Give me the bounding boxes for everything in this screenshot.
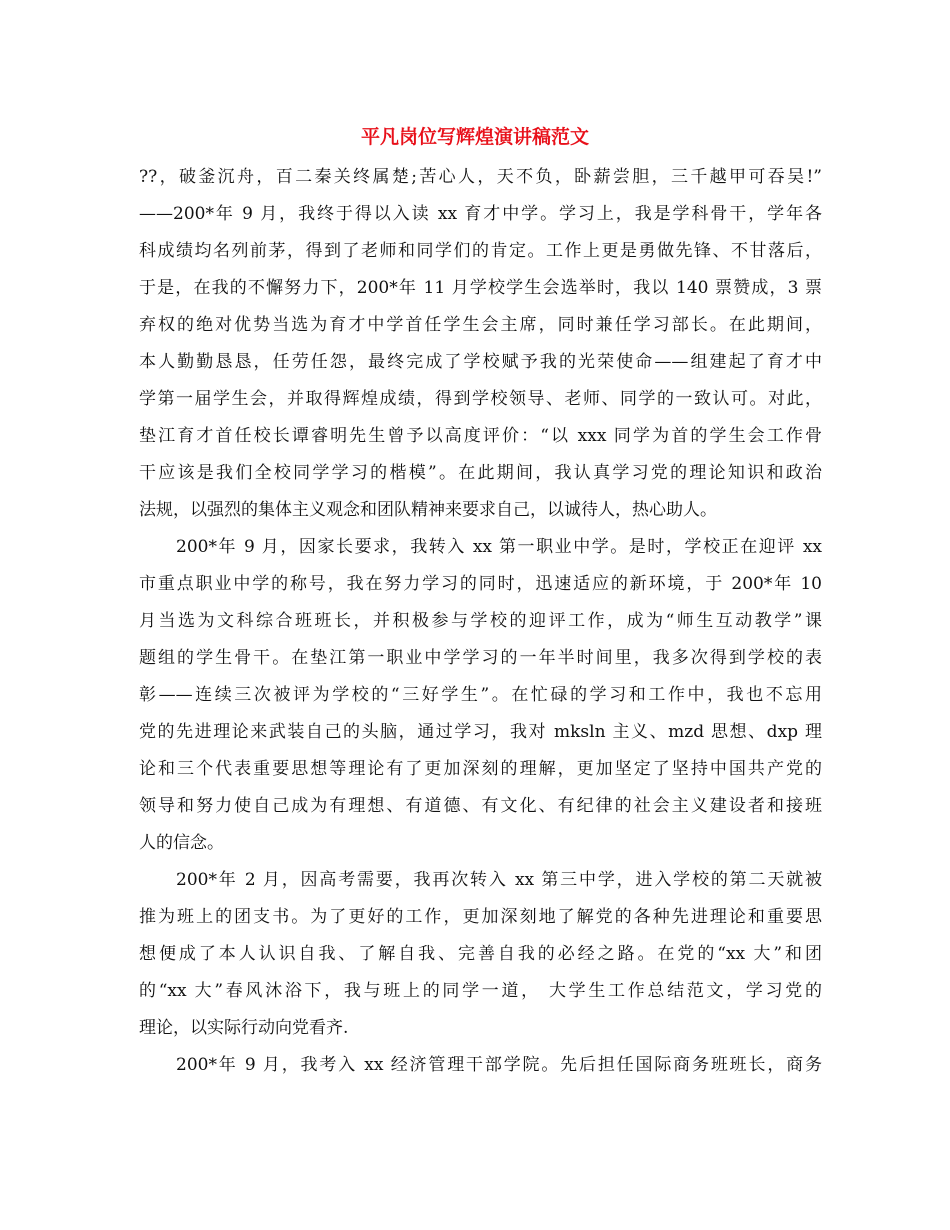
body-line: 干应该是我们全校同学学习的楷模”。在此期间，我认真学习党的理论知识和政治	[139, 463, 822, 483]
body-line: ??，破釜沉舟，百二秦关终属楚;苦心人，天不负，卧薪尝胆，三千越甲可吞吴!”	[139, 167, 822, 187]
document-title: 平凡岗位写辉煌演讲稿范文	[360, 126, 589, 148]
body-line: 党的先进理论来武装自己的头脑，通过学习，我对 mksln 主义、mzd 思想、dxp 理	[139, 722, 822, 742]
body-line: ——200*年 9 月，我终于得以入读 xx 育才中学。学习上，我是学科骨干，学年各	[139, 204, 822, 224]
body-line: 人的信念。	[139, 833, 224, 853]
body-line: 推为班上的团支书。为了更好的工作，更加深刻地了解党的各种先进理论和重要思	[139, 907, 822, 927]
body-line: 市重点职业中学的称号，我在努力学习的同时，迅速适应的新环境，于 200*年 10	[139, 574, 822, 594]
body-line: 200*年 9 月，因家长要求，我转入 xx 第一职业中学。是时，学校正在迎评 xx	[176, 537, 822, 557]
body-line: 想便成了本人认识自我、了解自我、完善自我的必经之路。在党的“xx 大”和团	[139, 944, 822, 964]
body-line: 科成绩均名列前茅，得到了老师和同学们的肯定。工作上更是勇做先锋、不甘落后，	[139, 241, 822, 261]
body-line: 领导和努力使自己成为有理想、有道德、有文化、有纪律的社会主义建设者和接班	[139, 796, 822, 816]
body-line: 本人勤勤恳恳，任劳任怨，最终完成了学校赋予我的光荣使命——组建起了育才中	[139, 352, 822, 372]
body-line: 于是，在我的不懈努力下，200*年 11 月学校学生会选举时，我以 140 票赞成，3 票	[139, 278, 822, 298]
body-line: 弃权的绝对优势当选为育才中学首任学生会主席，同时兼任学习部长。在此期间，	[139, 315, 822, 335]
body-line: 论和三个代表重要思想等理论有了更加深刻的理解，更加坚定了坚持中国共产党的	[139, 759, 822, 779]
body-line: 200*年 2 月，因高考需要，我再次转入 xx 第三中学，进入学校的第二天就被	[176, 870, 822, 890]
body-line: 学第一届学生会，并取得辉煌成绩，得到学校领导、老师、同学的一致认可。对此，	[139, 389, 822, 409]
body-line: 法规，以强烈的集体主义观念和团队精神来要求自己，以诚待人，热心助人。	[139, 500, 717, 520]
body-line: 理论，以实际行动向党看齐.	[139, 1018, 349, 1038]
body-line: 月当选为文科综合班班长，并积极参与学校的迎评工作，成为“师生互动教学”课	[139, 611, 822, 631]
body-line: 彰——连续三次被评为学校的“三好学生”。在忙碌的学习和工作中，我也不忘用	[139, 685, 822, 705]
body-line: 的“xx 大”春风沐浴下，我与班上的同学一道， 大学生工作总结范文，学习党的	[139, 981, 822, 1001]
body-line: 200*年 9 月，我考入 xx 经济管理干部学院。先后担任国际商务班班长，商务	[176, 1055, 822, 1075]
body-line: 题组的学生骨干。在垫江第一职业中学学习的一年半时间里，我多次得到学校的表	[139, 648, 822, 668]
body-line: 垫江育才首任校长谭睿明先生曾予以高度评价：“以 xxx 同学为首的学生会工作骨	[139, 426, 822, 446]
